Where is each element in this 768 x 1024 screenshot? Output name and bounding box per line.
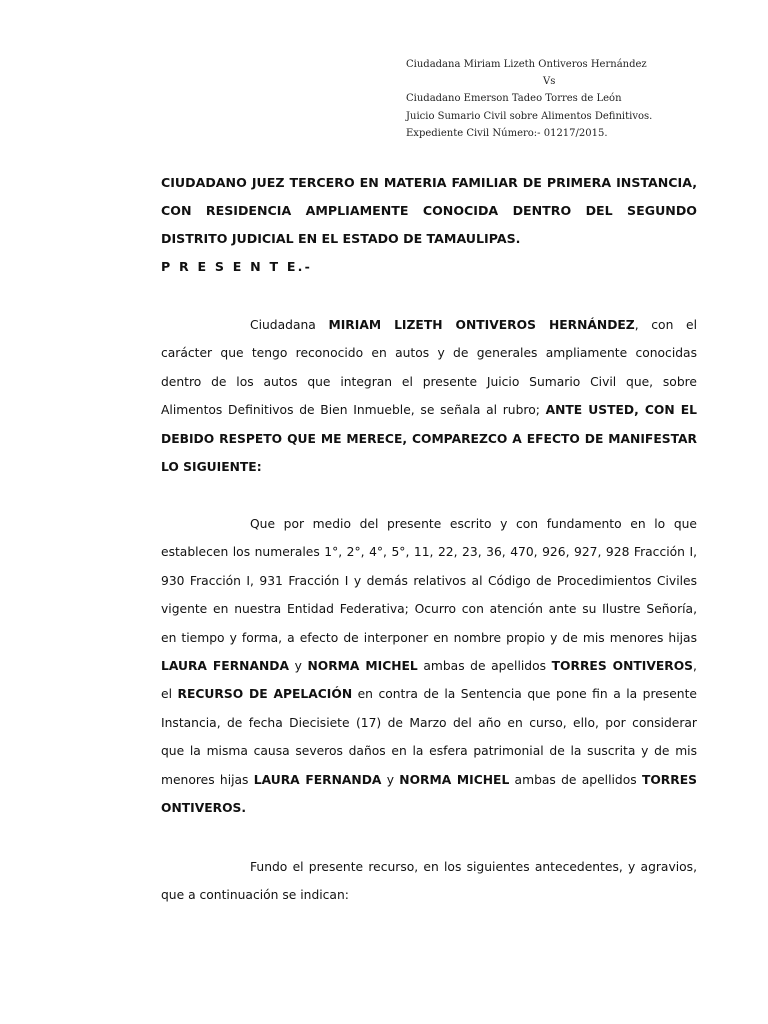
paragraph-line: el RECURSO DE APELACIÓN en contra de la Sentencia que pone fin a la presente — [161, 687, 697, 702]
presente-heading: P R E S E N T E.- — [161, 259, 313, 274]
caption-vs: Vs — [543, 76, 556, 88]
paragraph-line: DEBIDO RESPETO QUE ME MERECE, COMPAREZCO A EFECTO DE MANIFESTAR — [161, 431, 697, 446]
paragraph-line: Instancia, de fecha Diecisiete (17) de Marzo del año en curso, ello, por considerar — [161, 715, 697, 730]
paragraph-line: Alimentos Definitivos de Bien Inmueble, se señala al rubro; ANTE USTED, CON EL — [161, 403, 697, 418]
paragraph-line: en tiempo y forma, a efecto de interponer en nombre propio y de mis menores hijas — [161, 630, 697, 645]
case-caption — [406, 56, 652, 142]
closing-paragraph — [161, 856, 697, 913]
addressee-line: CIUDADANO JUEZ TERCERO EN MATERIA FAMILIAR DE PRIMERA INSTANCIA, — [161, 175, 697, 190]
caption-trial: Juicio Sumario Civil sobre Alimentos Definitivos. — [406, 110, 653, 122]
paragraph-line: carácter que tengo reconocido en autos y de generales ampliamente conocidas — [161, 346, 697, 361]
paragraph-line: 930 Fracción I, 931 Fracción I y demás relativos al Código de Procedimientos Civiles — [161, 573, 697, 588]
main-paragraph — [161, 513, 697, 825]
paragraph-line: Que por medio del presente escrito y con fundamento en lo que — [250, 517, 697, 531]
intro-paragraph — [161, 314, 697, 484]
paragraph-line: establecen los numerales 1°, 2°, 4°, 5°, 11, 22, 23, 36, 470, 926, 927, 928 Fracción I, — [161, 545, 697, 560]
paragraph-line: Ciudadana MIRIAM LIZETH ONTIVEROS HERNÁNDEZ, con el — [250, 318, 697, 332]
paragraph-line: LAURA FERNANDA y NORMA MICHEL ambas de apellidos TORRES ONTIVEROS, — [161, 658, 697, 673]
paragraph-line: que a continuación se indican: — [161, 888, 349, 903]
petitioner-name: MIRIAM LIZETH ONTIVEROS HERNÁNDEZ — [328, 318, 635, 332]
paragraph-line: dentro de los autos que integran el presente Juicio Sumario Civil que, sobre — [161, 374, 697, 389]
paragraph-line: que la misma causa severos daños en la esfera patrimonial de la suscrita y de mis — [161, 744, 697, 759]
paragraph-line: LO SIGUIENTE: — [161, 459, 262, 474]
addressee-block — [161, 172, 697, 284]
paragraph-line: vigente en nuestra Entidad Federativa; Ocurro con atención ante su Ilustre Señoría, — [161, 602, 697, 617]
addressee-line: CON RESIDENCIA AMPLIAMENTE CONOCIDA DENTRO DEL SEGUNDO — [161, 203, 697, 218]
paragraph-line: Fundo el presente recurso, en los siguientes antecedentes, y agravios, — [250, 860, 697, 874]
caption-actor: Ciudadana Miriam Lizeth Ontiveros Hernández — [406, 59, 647, 70]
caption-file-number: Expediente Civil Número:- 01217/2015. — [406, 127, 608, 139]
caption-defendant: Ciudadano Emerson Tadeo Torres de León — [406, 93, 622, 105]
addressee-line: DISTRITO JUDICIAL EN EL ESTADO DE TAMAULIPAS. — [161, 231, 521, 246]
paragraph-line: ONTIVEROS. — [161, 800, 247, 815]
paragraph-line: menores hijas LAURA FERNANDA y NORMA MICHEL ambas de apellidos TORRES — [161, 772, 697, 787]
